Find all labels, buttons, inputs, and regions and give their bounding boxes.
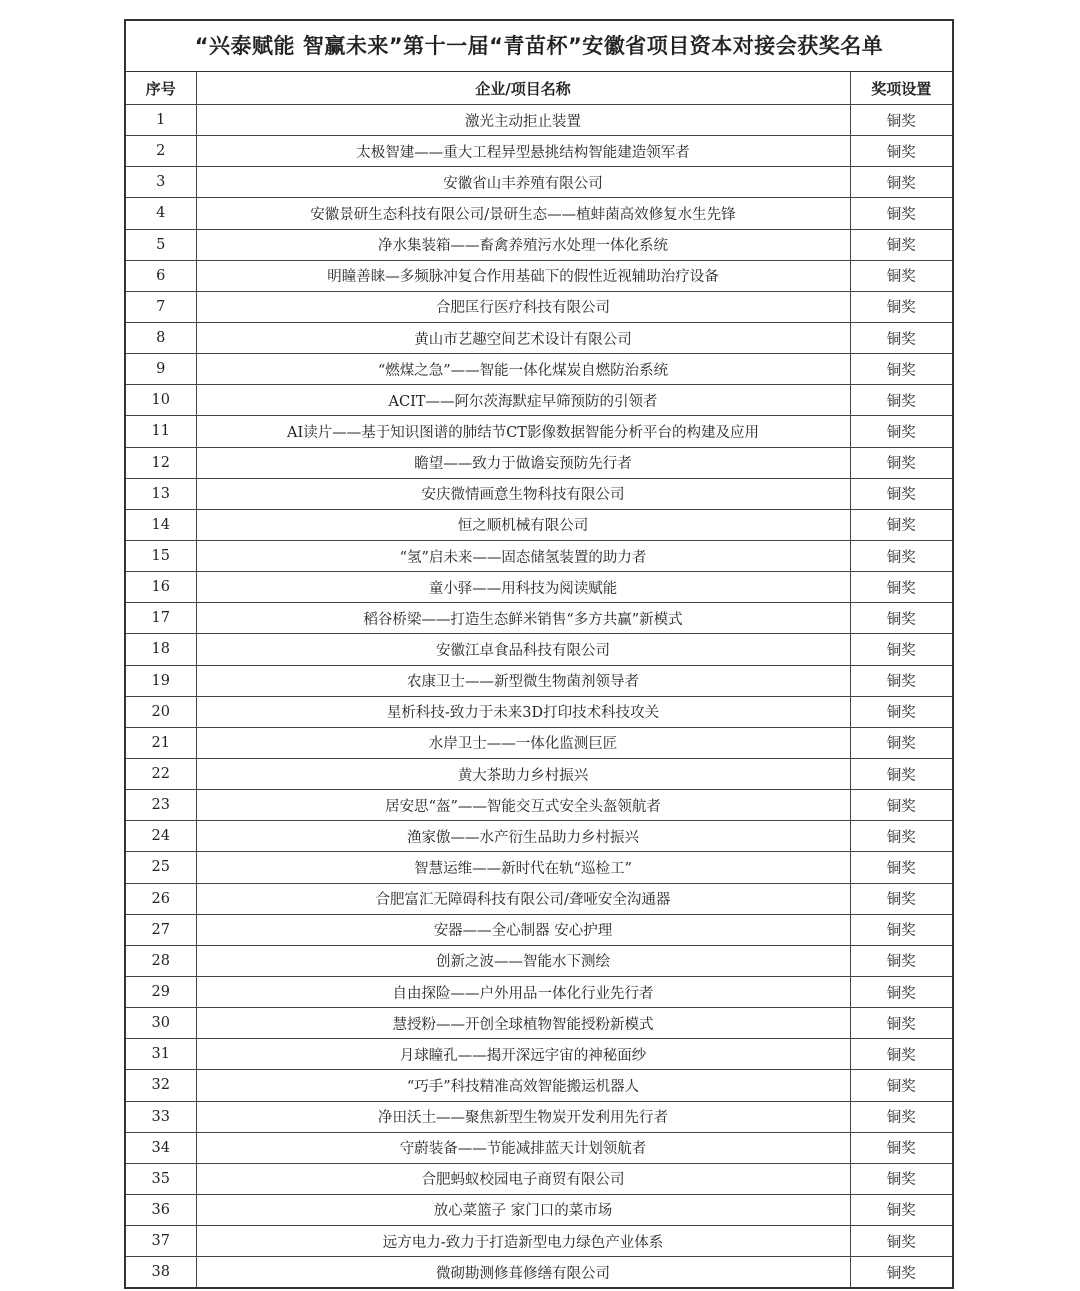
table-row xyxy=(126,727,952,758)
project-name-cell: 星析科技-致力于未来3D打印技术科技攻关 xyxy=(196,696,850,727)
row-index-cell: 23 xyxy=(126,790,196,821)
project-name-cell: 净水集装箱——畜禽养殖污水处理一体化系统 xyxy=(196,229,850,260)
row-index-cell: 18 xyxy=(126,634,196,665)
project-name-cell: 安庆微情画意生物科技有限公司 xyxy=(196,478,850,509)
project-name-cell: 安徽江卓食品科技有限公司 xyxy=(196,634,850,665)
table-row xyxy=(126,945,952,976)
row-index-cell: 25 xyxy=(126,852,196,883)
project-name-cell: “燃煤之急”——智能一体化煤炭自燃防治系统 xyxy=(196,354,850,385)
award-cell: 铜奖 xyxy=(850,447,952,478)
project-name-cell: 安器——全心制器 安心护理 xyxy=(196,914,850,945)
table-row xyxy=(126,572,952,603)
award-cell: 铜奖 xyxy=(850,1194,952,1225)
table-row xyxy=(126,198,952,229)
project-name-cell: 农康卫士——新型微生物菌剂领导者 xyxy=(196,665,850,696)
award-cell: 铜奖 xyxy=(850,914,952,945)
award-cell: 铜奖 xyxy=(850,852,952,883)
row-index-cell: 27 xyxy=(126,914,196,945)
table-row xyxy=(126,260,952,291)
row-index-cell: 26 xyxy=(126,883,196,914)
row-index-cell: 10 xyxy=(126,385,196,416)
award-cell: 铜奖 xyxy=(850,945,952,976)
row-index-cell: 1 xyxy=(126,105,196,136)
table-row xyxy=(126,167,952,198)
table-row xyxy=(126,509,952,540)
award-cell: 铜奖 xyxy=(850,167,952,198)
row-index-cell: 15 xyxy=(126,540,196,571)
table-row xyxy=(126,758,952,789)
row-index-cell: 33 xyxy=(126,1101,196,1132)
award-cell: 铜奖 xyxy=(850,229,952,260)
project-name-cell: 稻谷桥梁——打造生态鲜米销售“多方共赢”新模式 xyxy=(196,603,850,634)
table-header-row xyxy=(126,72,952,105)
table-row xyxy=(126,976,952,1007)
award-cell: 铜奖 xyxy=(850,1008,952,1039)
award-cell: 铜奖 xyxy=(850,540,952,571)
table-row xyxy=(126,1257,952,1288)
project-name-cell: ACIT——阿尔茨海默症早筛预防的引领者 xyxy=(196,385,850,416)
project-name-cell: 创新之波——智能水下测绘 xyxy=(196,945,850,976)
table-row xyxy=(126,1039,952,1070)
project-name-cell: 激光主动拒止装置 xyxy=(196,105,850,136)
row-index-cell: 31 xyxy=(126,1039,196,1070)
table-row xyxy=(126,696,952,727)
row-index-cell: 28 xyxy=(126,945,196,976)
project-name-cell: 瞻望——致力于做谵妄预防先行者 xyxy=(196,447,850,478)
table-row xyxy=(126,105,952,136)
table-row xyxy=(126,416,952,447)
award-cell: 铜奖 xyxy=(850,883,952,914)
project-name-cell: 合肥富汇无障碍科技有限公司/聋哑安全沟通器 xyxy=(196,883,850,914)
row-index-cell: 14 xyxy=(126,509,196,540)
table-row xyxy=(126,354,952,385)
project-name-cell: 合肥蚂蚁校园电子商贸有限公司 xyxy=(196,1163,850,1194)
project-name-cell: 微砌勘测修葺修缮有限公司 xyxy=(196,1257,850,1288)
award-cell: 铜奖 xyxy=(850,198,952,229)
table-row xyxy=(126,914,952,945)
project-name-cell: 月球瞳孔——揭开深远宇宙的神秘面纱 xyxy=(196,1039,850,1070)
project-name-cell: 合肥匡行医疗科技有限公司 xyxy=(196,291,850,322)
project-name-cell: 水岸卫士——一体化监测巨匠 xyxy=(196,727,850,758)
table-row xyxy=(126,136,952,167)
project-name-cell: 明瞳善睐—多频脉冲复合作用基础下的假性近视辅助治疗设备 xyxy=(196,260,850,291)
row-index-cell: 3 xyxy=(126,167,196,198)
award-cell: 铜奖 xyxy=(850,354,952,385)
project-name-cell: 远方电力-致力于打造新型电力绿色产业体系 xyxy=(196,1226,850,1257)
project-name-cell: 童小驿——用科技为阅读赋能 xyxy=(196,572,850,603)
table-row xyxy=(126,322,952,353)
award-cell: 铜奖 xyxy=(850,758,952,789)
row-index-cell: 17 xyxy=(126,603,196,634)
table-row xyxy=(126,478,952,509)
award-cell: 铜奖 xyxy=(850,385,952,416)
project-name-cell: 守蔚装备——节能减排蓝天计划领航者 xyxy=(196,1132,850,1163)
row-index-cell: 34 xyxy=(126,1132,196,1163)
table-row xyxy=(126,1008,952,1039)
row-index-cell: 12 xyxy=(126,447,196,478)
table-row xyxy=(126,291,952,322)
award-table xyxy=(126,72,952,1287)
row-index-cell: 32 xyxy=(126,1070,196,1101)
table-row xyxy=(126,447,952,478)
project-name-cell: “氢”启未来——固态储氢装置的助力者 xyxy=(196,540,850,571)
award-cell: 铜奖 xyxy=(850,1039,952,1070)
row-index-cell: 24 xyxy=(126,821,196,852)
table-body xyxy=(126,105,952,1288)
row-index-cell: 22 xyxy=(126,758,196,789)
award-cell: 铜奖 xyxy=(850,509,952,540)
row-index-cell: 37 xyxy=(126,1226,196,1257)
column-header-name: 企业/项目名称 xyxy=(196,72,850,105)
project-name-cell: 渔家傲——水产衍生品助力乡村振兴 xyxy=(196,821,850,852)
award-cell: 铜奖 xyxy=(850,790,952,821)
award-cell: 铜奖 xyxy=(850,1070,952,1101)
row-index-cell: 7 xyxy=(126,291,196,322)
award-cell: 铜奖 xyxy=(850,727,952,758)
table-row xyxy=(126,603,952,634)
project-name-cell: 安徽景研生态科技有限公司/景研生态——植蚌菌高效修复水生先锋 xyxy=(196,198,850,229)
table-row xyxy=(126,540,952,571)
row-index-cell: 8 xyxy=(126,322,196,353)
row-index-cell: 2 xyxy=(126,136,196,167)
table-row xyxy=(126,790,952,821)
award-cell: 铜奖 xyxy=(850,1101,952,1132)
table-row xyxy=(126,1132,952,1163)
project-name-cell: 自由探险——户外用品一体化行业先行者 xyxy=(196,976,850,1007)
award-cell: 铜奖 xyxy=(850,416,952,447)
award-cell: 铜奖 xyxy=(850,634,952,665)
table-row xyxy=(126,1101,952,1132)
table-row xyxy=(126,229,952,260)
table-row xyxy=(126,1194,952,1225)
row-index-cell: 4 xyxy=(126,198,196,229)
row-index-cell: 29 xyxy=(126,976,196,1007)
row-index-cell: 35 xyxy=(126,1163,196,1194)
table-row xyxy=(126,883,952,914)
row-index-cell: 30 xyxy=(126,1008,196,1039)
project-name-cell: 净田沃土——聚焦新型生物炭开发利用先行者 xyxy=(196,1101,850,1132)
project-name-cell: 恒之顺机械有限公司 xyxy=(196,509,850,540)
row-index-cell: 19 xyxy=(126,665,196,696)
project-name-cell: 安徽省山丰养殖有限公司 xyxy=(196,167,850,198)
project-name-cell: 慧授粉——开创全球植物智能授粉新模式 xyxy=(196,1008,850,1039)
award-cell: 铜奖 xyxy=(850,136,952,167)
table-row xyxy=(126,1163,952,1194)
document-title: “兴泰赋能 智赢未来”第十一届“青苗杯”安徽省项目资本对接会获奖名单 xyxy=(126,21,952,72)
column-header-award: 奖项设置 xyxy=(850,72,952,105)
award-cell: 铜奖 xyxy=(850,478,952,509)
row-index-cell: 38 xyxy=(126,1257,196,1288)
project-name-cell: 太极智建——重大工程异型悬挑结构智能建造领军者 xyxy=(196,136,850,167)
row-index-cell: 11 xyxy=(126,416,196,447)
row-index-cell: 20 xyxy=(126,696,196,727)
project-name-cell: “巧手”科技精准高效智能搬运机器人 xyxy=(196,1070,850,1101)
award-cell: 铜奖 xyxy=(850,1163,952,1194)
row-index-cell: 5 xyxy=(126,229,196,260)
column-header-index: 序号 xyxy=(126,72,196,105)
row-index-cell: 36 xyxy=(126,1194,196,1225)
project-name-cell: 居安思“盔”——智能交互式安全头盔领航者 xyxy=(196,790,850,821)
award-cell: 铜奖 xyxy=(850,821,952,852)
award-cell: 铜奖 xyxy=(850,696,952,727)
project-name-cell: 智慧运维——新时代在轨“巡检工” xyxy=(196,852,850,883)
award-cell: 铜奖 xyxy=(850,105,952,136)
award-cell: 铜奖 xyxy=(850,1257,952,1288)
project-name-cell: 放心菜篮子 家门口的菜市场 xyxy=(196,1194,850,1225)
award-cell: 铜奖 xyxy=(850,291,952,322)
table-row xyxy=(126,821,952,852)
award-list-sheet xyxy=(124,19,954,1289)
award-cell: 铜奖 xyxy=(850,322,952,353)
table-row xyxy=(126,1070,952,1101)
row-index-cell: 6 xyxy=(126,260,196,291)
table-row xyxy=(126,665,952,696)
project-name-cell: 黄山市艺趣空间艺术设计有限公司 xyxy=(196,322,850,353)
table-row xyxy=(126,1226,952,1257)
project-name-cell: 黄大茶助力乡村振兴 xyxy=(196,758,850,789)
award-cell: 铜奖 xyxy=(850,572,952,603)
project-name-cell: AI读片——基于知识图谱的肺结节CT影像数据智能分析平台的构建及应用 xyxy=(196,416,850,447)
award-cell: 铜奖 xyxy=(850,1132,952,1163)
award-cell: 铜奖 xyxy=(850,665,952,696)
award-cell: 铜奖 xyxy=(850,976,952,1007)
table-row xyxy=(126,385,952,416)
table-row xyxy=(126,852,952,883)
award-cell: 铜奖 xyxy=(850,1226,952,1257)
row-index-cell: 9 xyxy=(126,354,196,385)
table-row xyxy=(126,634,952,665)
award-cell: 铜奖 xyxy=(850,260,952,291)
row-index-cell: 13 xyxy=(126,478,196,509)
row-index-cell: 16 xyxy=(126,572,196,603)
award-cell: 铜奖 xyxy=(850,603,952,634)
row-index-cell: 21 xyxy=(126,727,196,758)
